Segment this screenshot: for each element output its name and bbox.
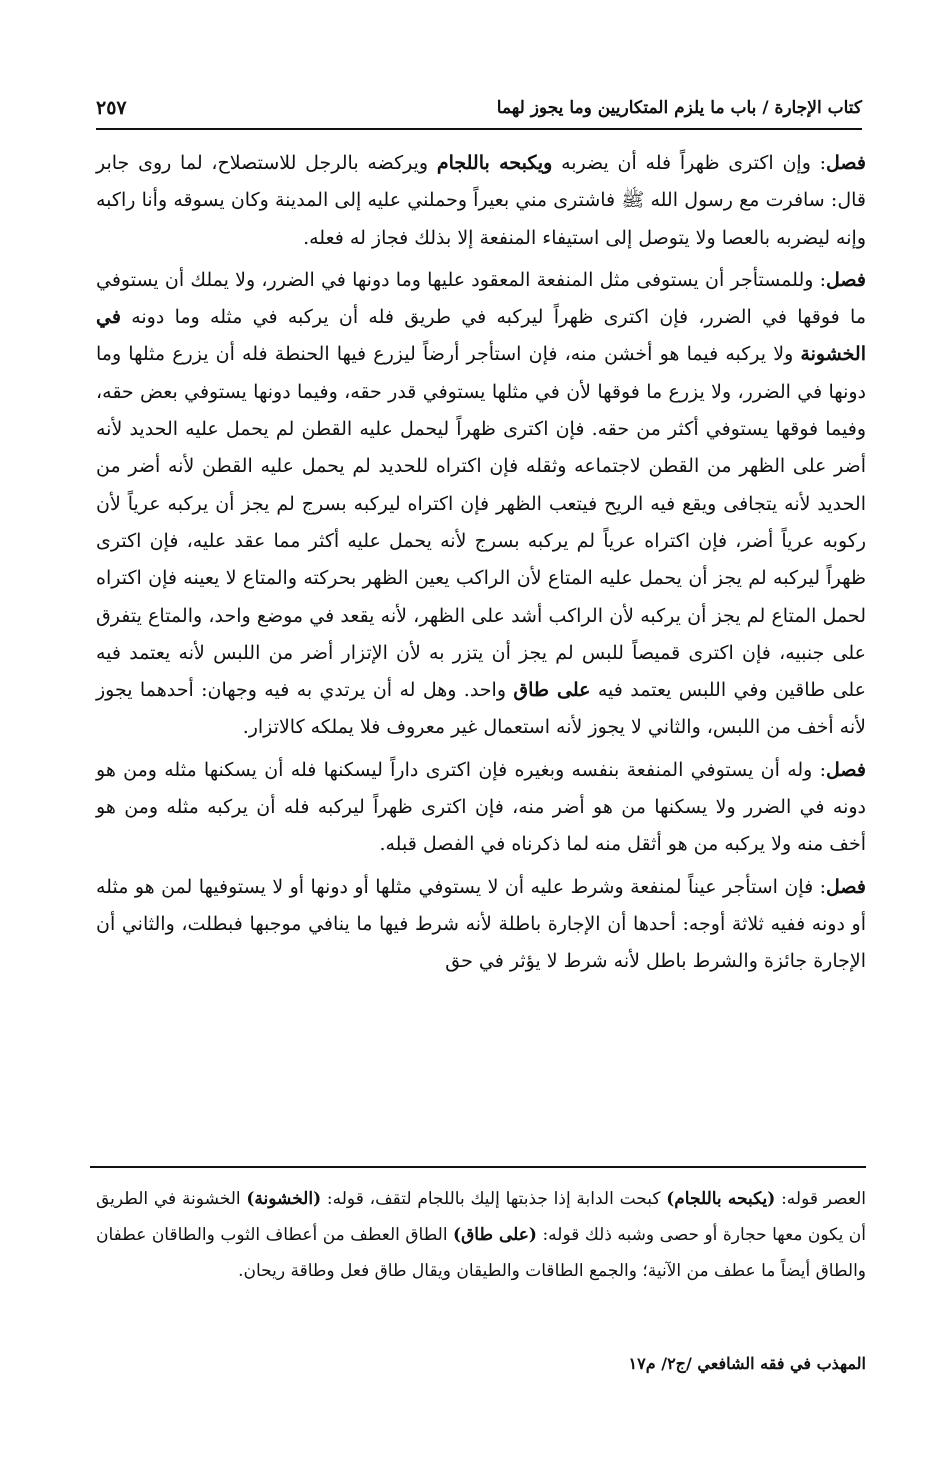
text-run: واحد. وهل له أن يرتدي به فيه وجهان: أحدهما يجوز لأنه أخف من اللبس، والثاني لا يجوز لأنه استعمال غير معروف فلا يملكه كالاتزار. bbox=[96, 679, 866, 739]
text-run: : وللمستأجر أن يستوفى مثل المنفعة المعقود عليها وما دونها في الضرر، ولا يملك أن يستوفي ما فوقها في الضرر، فإن اكترى ظهراً ليركبه في طريق فله أن يركبه في مثله وما دونه bbox=[96, 268, 866, 329]
text-run: ولا يركبه فيما هو أخشن منه، فإن استأجر أرضاً ليزرع فيها الحنطة فله أن يزرع مثلها وما دونها في الضرر، ولا يزرع ما فوقها لأن في مثلها يستوفي قدر حقه، وفيما دونها يستوفي بعض حقه، وفيما فوقها يستوفي أكثر من حقه. فإن اكترى ظهراً ليحمل عليه القطن لم يحمل عليه الحديد لأنه أضر على الظهر من القطن لاجتماعه وثقله فإن اكتراه للحديد لم يحمل عليه القطن لأنه أضر من الحديد لأنه يتجافى ويقع فيه الريح فيتعب الظهر فإن اكتراه ليركبه بسرج لم يجز أن يركبه عرياً لأن ركوبه عرياً أضر، فإن اكتراه عرياً لم يركبه بسرج لأنه يحمل عليه أكثر مما عقد عليه، فإن اكترى ظهراً ليركبه لم يجز أن يحمل عليه المتاع لأن الراكب يعين الظهر بحركته والمتاع لا يعينه فإن اكتراه لحمل المتاع لم يجز أن يركبه لأن الراكب أشد على الظهر، لأنه يقعد في موضع واحد، والمتاع يتفرق على جنبيه، فإن اكترى قميصاً للبس لم يجز أن يتزر به لأن الإتزار أضر من اللبس لأنه يعتمد فيه على طاقين وفي اللبس يعتمد فيه bbox=[96, 343, 867, 702]
chapter-title: كتاب الإجارة / باب ما يلزم المتكاريين وما يجوز لهما bbox=[496, 98, 862, 118]
footnote-separator bbox=[90, 1166, 866, 1168]
footnotes bbox=[96, 1181, 866, 1289]
section-label: فصل bbox=[826, 268, 866, 291]
text-run: : وله أن يستوفي المنفعة بنفسه وبغيره فإن اكترى داراً ليسكنها فله أن يسكنها مثله ومن هو دونه في الضرر ولا يسكنها من هو أضر منه، فإن اكترى ظهراً ليركبه فله أن يركبه مثله ومن هو أخف منه ولا يركبه من هو أثقل منه لما ذكرناه في الفصل قبله. bbox=[96, 758, 866, 856]
bold-term: (على طاق) bbox=[453, 1225, 537, 1245]
running-header bbox=[96, 88, 862, 130]
section-paragraph bbox=[96, 752, 866, 864]
bold-term: على طاق bbox=[513, 679, 591, 702]
bold-term: في الخشونة bbox=[96, 306, 866, 366]
section-label: فصل bbox=[826, 758, 866, 781]
text-run: كبحت الدابة إذا جذبتها إليك باللجام لتقف، قوله: bbox=[321, 1189, 667, 1209]
bold-term: (الخشونة) bbox=[246, 1189, 322, 1209]
text-run: الطاق العطف من أعطاف الثوب والطاقان عطفان والطاق أيضاً ما عطف من الآنية؛ والجمع الطاقات والطيقان ويقال طاق فعل وطاقة ريحان. bbox=[96, 1225, 866, 1281]
bold-term: ويكبحه باللجام bbox=[436, 152, 553, 174]
text-run: الخشونة في الطريق أن يكون معها حجارة أو حصى وشبه ذلك قوله: bbox=[96, 1189, 866, 1245]
page-number: ٢٥٧ bbox=[96, 97, 127, 119]
printer-signature: المهذب في فقه الشافعي /ج٢/ م١٧ bbox=[628, 1354, 866, 1373]
bold-term: (يكبحه باللجام) bbox=[666, 1189, 776, 1209]
main-text bbox=[96, 145, 866, 986]
text-run: العصر قوله: bbox=[775, 1189, 866, 1209]
section-paragraph bbox=[96, 262, 866, 747]
text-run: ويركضه بالرجل للاستصلاح، لما روى جابر قال: سافرت مع رسول الله ﷺ فاشترى مني بعيراً وحملني عليه إلى المدينة وكان يسوقه وأنا راكبه وإنه ليضربه بالعصا ولا يتوصل إلى استيفاء المنفعة إلا بذلك فجاز له فعله. bbox=[96, 152, 866, 249]
section-label: فصل bbox=[826, 875, 866, 898]
section-label: فصل bbox=[826, 152, 866, 174]
text-run: : فإن استأجر عيناً لمنفعة وشرط عليه أن لا يستوفي مثلها أو دونها أو لا يستوفيها لمن هو مثله أو دونه ففيه ثلاثة أوجه: أحدها أن الإجارة باطلة لأنه شرط فيها ما ينافي موجبها فبطلت، والثاني أن الإجارة جائزة والشرط باطل لأنه شرط لا يؤثر في حق bbox=[96, 875, 866, 973]
section-paragraph bbox=[96, 869, 866, 981]
section-paragraph bbox=[96, 145, 866, 257]
text-run: : وإن اكترى ظهراً فله أن يضربه bbox=[552, 152, 827, 174]
footnote-paragraph bbox=[96, 1181, 866, 1289]
